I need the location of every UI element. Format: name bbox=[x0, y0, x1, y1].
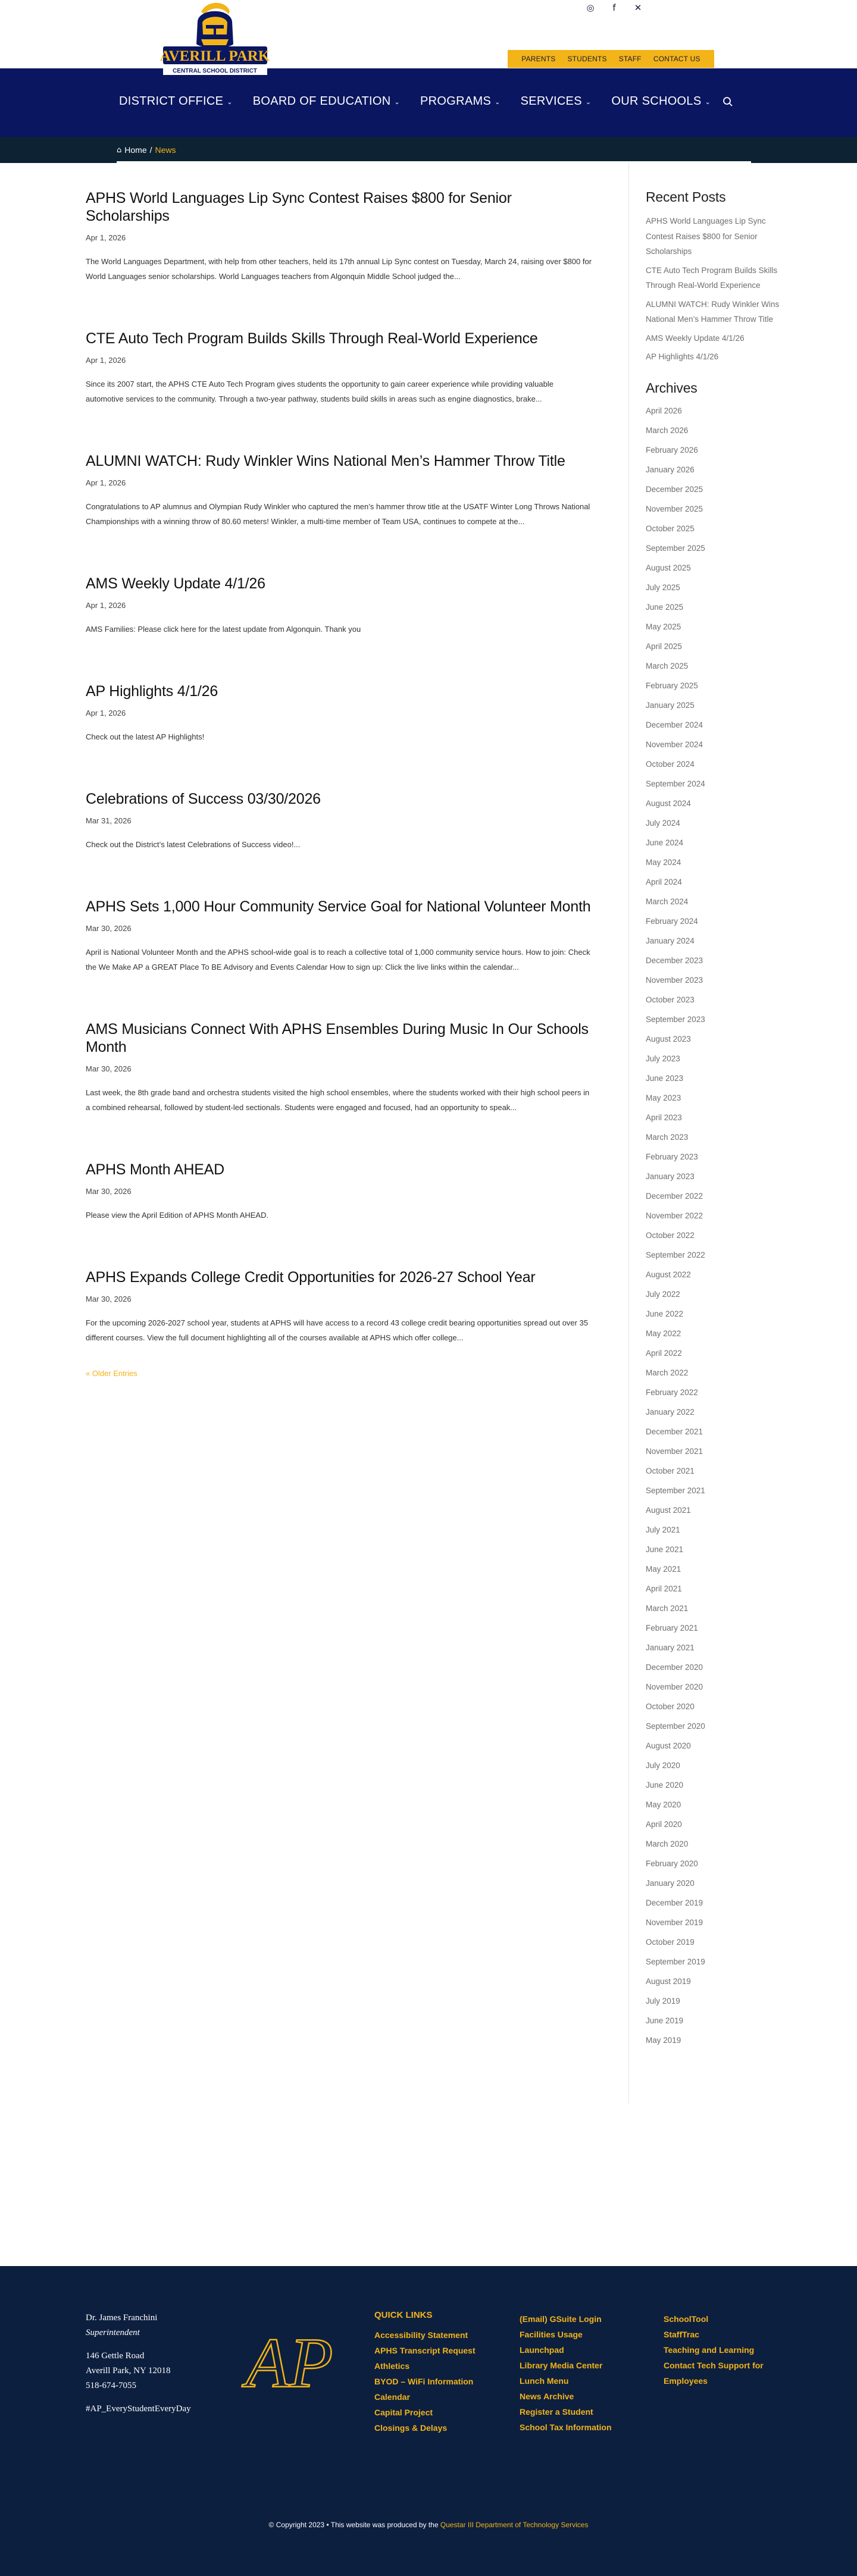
post-date: Mar 30, 2026 bbox=[86, 1064, 132, 1073]
archive-link[interactable]: November 2020 bbox=[646, 1682, 703, 1691]
archive-link[interactable]: March 2025 bbox=[646, 661, 689, 670]
address-city: Averill Park, NY 12018 bbox=[86, 2366, 171, 2376]
breadcrumb-home[interactable]: Home bbox=[124, 145, 147, 155]
recent-post-link[interactable]: CTE Auto Tech Program Builds Skills Through Real-World Experience bbox=[646, 265, 778, 290]
archive-link[interactable]: November 2021 bbox=[646, 1446, 703, 1456]
post-title[interactable]: ALUMNI WATCH: Rudy Winkler Wins National Men’s Hammer Throw Title bbox=[86, 453, 565, 469]
archive-link[interactable]: February 2025 bbox=[646, 681, 698, 690]
footer-link[interactable]: Calendar bbox=[374, 2392, 410, 2402]
post-date: Mar 31, 2026 bbox=[86, 816, 132, 825]
post-title[interactable]: APHS World Languages Lip Sync Contest Raises $800 for Senior Scholarships bbox=[86, 190, 512, 224]
post-excerpt: Congratulations to AP alumnus and Olympian Rudy Winkler who captured the men’s hammer throw title at the USATF Winter Long Throws National Championships with a winning throw of 80.60 meters! Winkler, a multi-time member of Team USA, continues to compete at the... bbox=[86, 502, 590, 526]
archive-link[interactable]: June 2020 bbox=[646, 1780, 684, 1790]
footer-hashtag: #AP_EveryStudentEveryDay bbox=[86, 2404, 191, 2414]
breadcrumb-bar bbox=[0, 137, 857, 163]
x-icon[interactable]: ✕ bbox=[634, 2, 642, 13]
footer-link[interactable]: Accessibility Statement bbox=[374, 2330, 468, 2340]
archive-link[interactable]: September 2024 bbox=[646, 779, 705, 788]
archive-link[interactable]: April 2020 bbox=[646, 1819, 682, 1829]
nav-services[interactable] bbox=[521, 95, 592, 108]
archive-link[interactable]: October 2021 bbox=[646, 1466, 695, 1475]
archive-link[interactable]: October 2025 bbox=[646, 524, 695, 533]
post-date: Mar 30, 2026 bbox=[86, 1187, 132, 1196]
archive-link[interactable]: January 2021 bbox=[646, 1643, 695, 1652]
links-column-2 bbox=[520, 2311, 612, 2435]
archive-link[interactable]: December 2025 bbox=[646, 484, 703, 494]
archive-link[interactable]: July 2025 bbox=[646, 582, 680, 592]
breadcrumb bbox=[117, 145, 176, 155]
post-list bbox=[86, 189, 593, 1379]
post-date: Apr 1, 2026 bbox=[86, 233, 126, 242]
post-excerpt: AMS Families: Please click here for the latest update from Algonquin. Thank you bbox=[86, 625, 361, 634]
archive-link[interactable]: August 2021 bbox=[646, 1505, 691, 1515]
site-footer bbox=[0, 2266, 857, 2576]
archive-link[interactable]: December 2022 bbox=[646, 1191, 703, 1201]
footer-link[interactable]: News Archive bbox=[520, 2392, 574, 2401]
quick-audience-bar bbox=[508, 50, 714, 68]
chevron-down-icon: ⌄ bbox=[705, 98, 711, 106]
post-item bbox=[86, 330, 593, 406]
links-column-3 bbox=[664, 2311, 783, 2389]
archive-link[interactable]: April 2021 bbox=[646, 1584, 682, 1593]
footer-link[interactable]: Athletics bbox=[374, 2361, 410, 2371]
archive-link[interactable]: March 2024 bbox=[646, 897, 689, 906]
archives-title: Archives bbox=[646, 380, 698, 396]
archive-link[interactable]: July 2021 bbox=[646, 1525, 680, 1534]
archive-link[interactable]: September 2025 bbox=[646, 543, 705, 553]
archive-link[interactable]: October 2023 bbox=[646, 995, 695, 1004]
archive-link[interactable]: June 2019 bbox=[646, 2016, 684, 2025]
staff-link[interactable]: STAFF bbox=[618, 55, 642, 63]
archive-link[interactable]: October 2022 bbox=[646, 1230, 695, 1240]
superintendent-role: Superintendent bbox=[86, 2328, 140, 2337]
archive-link[interactable]: February 2024 bbox=[646, 916, 698, 926]
post-item bbox=[86, 682, 593, 744]
archive-link[interactable]: November 2025 bbox=[646, 504, 703, 513]
archive-link[interactable]: January 2025 bbox=[646, 700, 695, 710]
post-item bbox=[86, 189, 593, 284]
archive-link[interactable]: January 2023 bbox=[646, 1171, 695, 1181]
post-excerpt: Please view the April Edition of APHS Month AHEAD. bbox=[86, 1211, 269, 1220]
archive-link[interactable]: April 2022 bbox=[646, 1348, 682, 1358]
post-date: Mar 30, 2026 bbox=[86, 924, 132, 933]
main-nav bbox=[0, 68, 857, 137]
quick-links-column bbox=[374, 2310, 476, 2436]
instagram-icon[interactable]: ◎ bbox=[586, 2, 595, 13]
post-title[interactable]: AP Highlights 4/1/26 bbox=[86, 683, 218, 700]
footer-link[interactable]: APHS Transcript Request bbox=[374, 2346, 476, 2355]
post-title[interactable]: AMS Musicians Connect With APHS Ensembles During Music In Our Schools Month bbox=[86, 1021, 589, 1055]
archive-link[interactable]: September 2022 bbox=[646, 1250, 705, 1259]
nav-label: BOARD OF EDUCATION bbox=[252, 95, 391, 108]
nav-board-of-education[interactable] bbox=[253, 95, 400, 108]
address-street: 146 Gettle Road bbox=[86, 2351, 145, 2361]
archive-link[interactable]: March 2023 bbox=[646, 1132, 689, 1142]
archive-link[interactable]: September 2023 bbox=[646, 1014, 705, 1024]
breadcrumb-separator: / bbox=[149, 145, 152, 155]
superintendent-name: Dr. James Franchini bbox=[86, 2313, 158, 2323]
archive-link[interactable]: January 2024 bbox=[646, 936, 695, 945]
archive-link[interactable]: August 2025 bbox=[646, 563, 691, 572]
logo-sub-text: CENTRAL SCHOOL DISTRICT bbox=[173, 68, 257, 74]
archive-link[interactable]: June 2024 bbox=[646, 838, 684, 847]
archive-link[interactable]: February 2022 bbox=[646, 1387, 698, 1397]
archive-link[interactable]: August 2019 bbox=[646, 1976, 691, 1986]
archive-link[interactable]: January 2022 bbox=[646, 1407, 695, 1417]
archive-link[interactable]: February 2020 bbox=[646, 1859, 698, 1868]
archive-link[interactable]: May 2021 bbox=[646, 1564, 681, 1574]
post-excerpt: The World Languages Department, with help from other teachers, held its 17th annual Lip Sync contest on Tuesday, March 24, raising over $800 for World Languages senior scholarships. World Languages teachers from Algonquin Middle School judged the... bbox=[86, 257, 592, 281]
archive-link[interactable]: March 2022 bbox=[646, 1368, 689, 1377]
recent-posts-title: Recent Posts bbox=[646, 189, 726, 205]
post-excerpt: Check out the District’s latest Celebrations of Success video!... bbox=[86, 840, 301, 849]
nav-label: PROGRAMS bbox=[420, 95, 492, 108]
contact-us-link[interactable]: CONTACT US bbox=[653, 55, 700, 63]
quick-links-title: QUICK LINKS bbox=[374, 2310, 433, 2320]
archive-link[interactable]: April 2026 bbox=[646, 406, 682, 415]
archive-link[interactable]: April 2023 bbox=[646, 1112, 682, 1122]
footer-link[interactable]: Library Media Center bbox=[520, 2361, 603, 2370]
footer-link[interactable]: BYOD – WiFi Information bbox=[374, 2377, 474, 2386]
archive-link[interactable]: June 2023 bbox=[646, 1073, 684, 1083]
footer-link[interactable]: Launchpad bbox=[520, 2345, 564, 2355]
chevron-down-icon: ⌄ bbox=[495, 98, 501, 106]
footer-link[interactable]: Capital Project bbox=[374, 2408, 433, 2417]
archive-link[interactable]: October 2020 bbox=[646, 1701, 695, 1711]
post-excerpt: For the upcoming 2026-2027 school year, students at APHS will have access to a record 43 college credit bearing opportunities spread out over 35 different courses. View the full document highlighting all of the courses available at APHS which offer college... bbox=[86, 1318, 589, 1342]
post-title[interactable]: APHS Month AHEAD bbox=[86, 1161, 225, 1178]
facebook-icon[interactable]: f bbox=[612, 2, 616, 13]
sidebar bbox=[646, 189, 783, 2054]
post-date: Mar 30, 2026 bbox=[86, 1295, 132, 1303]
post-date: Apr 1, 2026 bbox=[86, 478, 126, 487]
archive-link[interactable]: September 2019 bbox=[646, 1957, 705, 1966]
archive-link[interactable]: February 2026 bbox=[646, 445, 698, 455]
footer-link[interactable]: Register a Student bbox=[520, 2407, 593, 2417]
archive-link[interactable]: August 2024 bbox=[646, 798, 691, 808]
archive-link[interactable]: April 2024 bbox=[646, 877, 682, 886]
archive-link[interactable]: July 2023 bbox=[646, 1054, 680, 1063]
footer-link[interactable]: Contact Tech Support for Employees bbox=[664, 2361, 764, 2386]
post-title[interactable]: APHS Sets 1,000 Hour Community Service Goal for National Volunteer Month bbox=[86, 898, 591, 915]
post-date: Apr 1, 2026 bbox=[86, 709, 126, 717]
archive-link[interactable]: March 2026 bbox=[646, 425, 689, 435]
chevron-down-icon: ⌄ bbox=[394, 98, 401, 106]
archive-link[interactable]: December 2021 bbox=[646, 1427, 703, 1436]
archive-link[interactable]: August 2020 bbox=[646, 1741, 691, 1750]
footer-link[interactable]: Lunch Menu bbox=[520, 2376, 569, 2386]
archive-link[interactable]: March 2020 bbox=[646, 1839, 689, 1848]
archive-link[interactable]: February 2021 bbox=[646, 1623, 698, 1632]
home-icon: ⌂ bbox=[117, 145, 122, 155]
main-area bbox=[0, 163, 857, 2529]
archive-link[interactable]: June 2022 bbox=[646, 1309, 684, 1318]
archive-link[interactable]: October 2024 bbox=[646, 759, 695, 769]
footer-ap-logo bbox=[240, 2317, 333, 2403]
post-item bbox=[86, 790, 593, 852]
archive-link[interactable]: September 2020 bbox=[646, 1721, 705, 1731]
social-links bbox=[586, 2, 643, 13]
nav-label: DISTRICT OFFICE bbox=[119, 95, 224, 108]
logo-main-text: AVERILL PARK bbox=[159, 48, 270, 64]
nav-district-office[interactable] bbox=[119, 95, 233, 108]
archive-link[interactable]: November 2024 bbox=[646, 739, 703, 749]
post-excerpt: Since its 2007 start, the APHS CTE Auto Tech Program gives students the opportunity to gain career experience while providing valuable automotive services to the community. Through a two-year pathway, students build skills in areas such as engine diagnostics, brake... bbox=[86, 380, 553, 403]
archive-link[interactable]: July 2020 bbox=[646, 1760, 680, 1770]
site-header bbox=[0, 0, 857, 74]
archive-link[interactable]: February 2023 bbox=[646, 1152, 698, 1161]
chevron-down-icon: ⌄ bbox=[585, 98, 592, 106]
post-excerpt: Last week, the 8th grade band and orchestra students visited the high school ensembles, where the students worked with their high school peers in a combined rehearsal, followed by student-led sectionals. Students were engaged and focused, had an opportunity to speak... bbox=[86, 1088, 590, 1112]
post-title[interactable]: APHS Expands College Credit Opportunities for 2026-27 School Year bbox=[86, 1269, 536, 1286]
archive-link[interactable]: December 2023 bbox=[646, 955, 703, 965]
archive-link[interactable]: December 2019 bbox=[646, 1898, 703, 1907]
archive-link[interactable]: July 2024 bbox=[646, 818, 680, 828]
post-item bbox=[86, 452, 593, 529]
footer-link[interactable]: School Tax Information bbox=[520, 2423, 612, 2432]
footer-link[interactable]: Facilities Usage bbox=[520, 2330, 583, 2339]
archive-link[interactable]: November 2023 bbox=[646, 975, 703, 985]
post-title[interactable]: CTE Auto Tech Program Builds Skills Through Real-World Experience bbox=[86, 330, 538, 347]
archive-link[interactable]: June 2021 bbox=[646, 1544, 684, 1554]
phone-number[interactable]: 518-674-7055 bbox=[86, 2381, 136, 2390]
archive-link[interactable]: July 2019 bbox=[646, 1996, 680, 2005]
recent-post-link[interactable]: AP Highlights 4/1/26 bbox=[646, 352, 719, 361]
post-date: Apr 1, 2026 bbox=[86, 356, 126, 365]
archive-link[interactable]: August 2022 bbox=[646, 1270, 691, 1279]
footer-link[interactable]: SchoolTool bbox=[664, 2314, 709, 2324]
archive-link[interactable]: November 2019 bbox=[646, 1917, 703, 1927]
archive-link[interactable]: September 2021 bbox=[646, 1486, 705, 1495]
archive-link[interactable]: May 2024 bbox=[646, 857, 681, 867]
archive-link[interactable]: July 2022 bbox=[646, 1289, 680, 1299]
sidebar-divider bbox=[628, 163, 629, 2104]
archive-link[interactable]: December 2024 bbox=[646, 720, 703, 729]
archive-link[interactable]: January 2020 bbox=[646, 1878, 695, 1888]
post-excerpt: April is National Volunteer Month and the APHS school-wide goal is to reach a collective total of 1,000 community service hours. How to join: Check the We Make AP a GREAT Place To BE Advisory and Events Calendar How to sign up: Click the live links within the calendar... bbox=[86, 948, 590, 972]
post-title[interactable]: AMS Weekly Update 4/1/26 bbox=[86, 575, 265, 592]
archive-link[interactable]: June 2025 bbox=[646, 602, 684, 612]
archives-list bbox=[646, 405, 783, 2047]
archive-link[interactable]: March 2021 bbox=[646, 1603, 689, 1613]
copyright-text: © Copyright 2023 • This website was produced by the bbox=[268, 2521, 439, 2529]
copyright bbox=[0, 2521, 857, 2529]
footer-logo-text: AP bbox=[246, 2323, 333, 2402]
archive-link[interactable]: May 2020 bbox=[646, 1800, 681, 1809]
recent-post-link[interactable]: ALUMNI WATCH: Rudy Winkler Wins National Men’s Hammer Throw Title bbox=[646, 299, 780, 324]
post-item bbox=[86, 1161, 593, 1223]
recent-post-link[interactable]: APHS World Languages Lip Sync Contest Raises $800 for Senior Scholarships bbox=[646, 217, 766, 256]
nav-our-schools[interactable] bbox=[611, 95, 711, 108]
parents-link[interactable]: PARENTS bbox=[521, 55, 556, 63]
archive-link[interactable]: December 2020 bbox=[646, 1662, 703, 1672]
post-item bbox=[86, 1268, 593, 1345]
archive-link[interactable]: August 2023 bbox=[646, 1034, 691, 1043]
post-excerpt: Check out the latest AP Highlights! bbox=[86, 732, 205, 741]
archive-link[interactable]: May 2019 bbox=[646, 2035, 681, 2045]
recent-post-link[interactable]: AMS Weekly Update 4/1/26 bbox=[646, 333, 745, 343]
archive-link[interactable]: May 2025 bbox=[646, 622, 681, 631]
archive-link[interactable]: May 2022 bbox=[646, 1328, 681, 1338]
post-title[interactable]: Celebrations of Success 03/30/2026 bbox=[86, 791, 321, 807]
recent-posts-list bbox=[646, 214, 783, 365]
post-item bbox=[86, 575, 593, 637]
chevron-down-icon: ⌄ bbox=[227, 98, 233, 106]
questar-link[interactable]: Questar III Department of Technology Services bbox=[440, 2521, 589, 2529]
footer-link[interactable]: Teaching and Learning bbox=[664, 2345, 755, 2355]
breadcrumb-current: News bbox=[155, 145, 176, 155]
archive-link[interactable]: April 2025 bbox=[646, 641, 682, 651]
archive-link[interactable]: January 2026 bbox=[646, 465, 695, 474]
nav-programs[interactable] bbox=[420, 95, 501, 108]
archive-link[interactable]: May 2023 bbox=[646, 1093, 681, 1102]
nav-label: OUR SCHOOLS bbox=[611, 95, 702, 108]
district-logo[interactable] bbox=[159, 0, 270, 77]
footer-contact bbox=[86, 2311, 191, 2417]
post-date: Apr 1, 2026 bbox=[86, 601, 126, 610]
footer-link[interactable]: Closings & Delays bbox=[374, 2423, 448, 2433]
post-item bbox=[86, 1020, 593, 1115]
students-link[interactable]: STUDENTS bbox=[567, 55, 607, 63]
footer-link[interactable]: (Email) GSuite Login bbox=[520, 2314, 602, 2324]
search-icon[interactable] bbox=[722, 96, 733, 107]
post-item bbox=[86, 898, 593, 974]
nav-label: SERVICES bbox=[520, 95, 582, 108]
archive-link[interactable]: October 2019 bbox=[646, 1937, 695, 1947]
archive-link[interactable]: November 2022 bbox=[646, 1211, 703, 1220]
older-entries-link[interactable]: « Older Entries bbox=[86, 1369, 137, 1378]
footer-link[interactable]: StaffTrac bbox=[664, 2330, 699, 2339]
